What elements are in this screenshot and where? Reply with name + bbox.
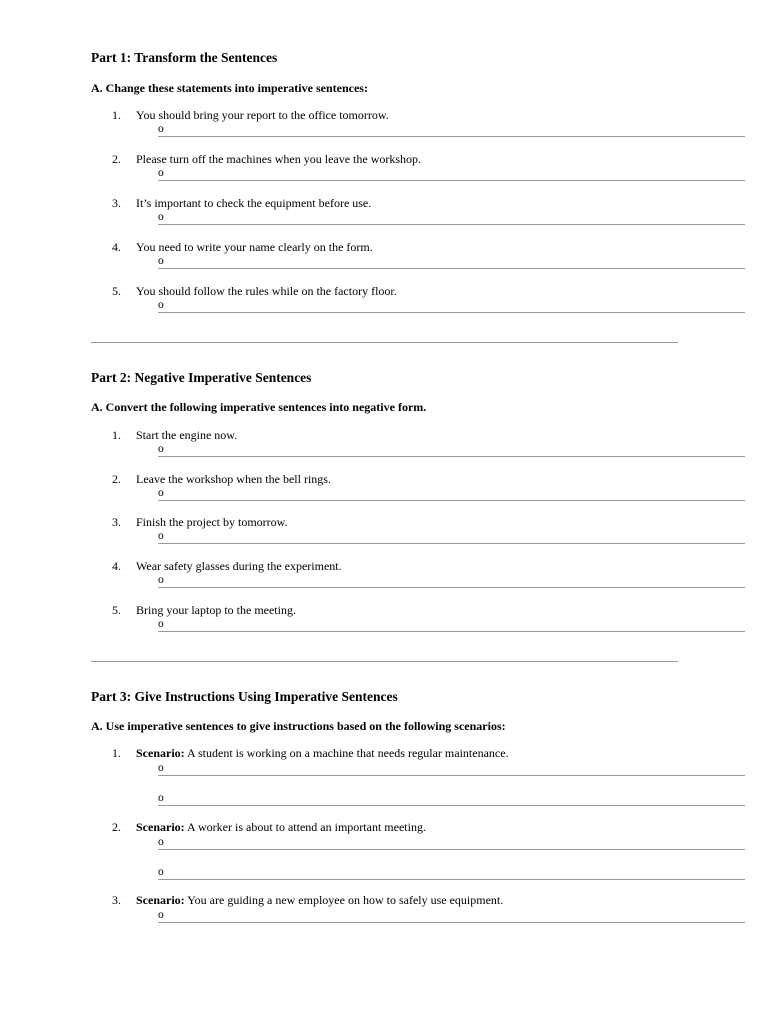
bullet-icon: o xyxy=(158,123,164,135)
item-text: Wear safety glasses during the experiment. xyxy=(136,559,342,573)
item-text: Leave the workshop when the bell rings. xyxy=(136,472,331,486)
bullet-icon: o xyxy=(158,574,164,586)
part1-instruction: A. Change these statements into imperative sentences: xyxy=(91,81,368,95)
bullet-icon: o xyxy=(158,836,164,848)
item-number: 2. xyxy=(112,152,121,166)
scenario-label: Scenario: xyxy=(136,820,185,834)
answer-line[interactable] xyxy=(158,136,745,137)
bullet-icon: o xyxy=(158,443,164,455)
bullet-icon: o xyxy=(158,530,164,542)
item-text: You should bring your report to the office tomorrow. xyxy=(136,108,389,122)
part3-title: Part 3: Give Instructions Using Imperative Sentences xyxy=(91,689,398,704)
item-number: 1. xyxy=(112,746,121,760)
answer-line[interactable] xyxy=(158,268,745,269)
item-number: 4. xyxy=(112,559,121,573)
answer-line[interactable] xyxy=(158,879,745,880)
item-text: You need to write your name clearly on the form. xyxy=(136,240,373,254)
answer-line[interactable] xyxy=(158,587,745,588)
item-number: 5. xyxy=(112,603,121,617)
scenario-label: Scenario: xyxy=(136,893,185,907)
part3-instruction: A. Use imperative sentences to give instructions based on the following scenarios: xyxy=(91,719,506,733)
bullet-icon: o xyxy=(158,299,164,311)
answer-line[interactable] xyxy=(158,500,745,501)
item-number: 3. xyxy=(112,515,121,529)
scenario-text xyxy=(136,893,503,908)
answer-line[interactable] xyxy=(158,543,745,544)
bullet-icon: o xyxy=(158,866,164,878)
part1-title: Part 1: Transform the Sentences xyxy=(91,50,278,65)
item-number: 3. xyxy=(112,893,121,907)
answer-line[interactable] xyxy=(158,456,745,457)
answer-line[interactable] xyxy=(158,312,745,313)
item-text: Start the engine now. xyxy=(136,428,238,442)
item-number: 1. xyxy=(112,108,121,122)
scenario-text xyxy=(136,820,426,835)
section-divider xyxy=(91,342,678,343)
item-text: Finish the project by tomorrow. xyxy=(136,515,288,529)
item-text: Please turn off the machines when you leave the workshop. xyxy=(136,152,422,166)
scenario-description: A student is working on a machine that needs regular maintenance. xyxy=(184,746,509,760)
item-number: 5. xyxy=(112,284,121,298)
answer-line[interactable] xyxy=(158,922,745,923)
answer-line[interactable] xyxy=(158,180,745,181)
answer-line[interactable] xyxy=(158,805,745,806)
answer-line[interactable] xyxy=(158,849,745,850)
answer-line[interactable] xyxy=(158,631,745,632)
answer-line[interactable] xyxy=(158,224,745,225)
scenario-description: You are guiding a new employee on how to safely use equipment. xyxy=(184,893,504,907)
part2-instruction: A. Convert the following imperative sentences into negative form. xyxy=(91,400,427,414)
item-text: Bring your laptop to the meeting. xyxy=(136,603,296,617)
bullet-icon: o xyxy=(158,211,164,223)
item-number: 3. xyxy=(112,196,121,210)
item-text: It’s important to check the equipment before use. xyxy=(136,196,372,210)
item-text: You should follow the rules while on the factory floor. xyxy=(136,284,397,298)
scenario-description: A worker is about to attend an important meeting. xyxy=(184,820,426,834)
scenario-label: Scenario: xyxy=(136,746,185,760)
item-number: 2. xyxy=(112,820,121,834)
bullet-icon: o xyxy=(158,618,164,630)
scenario-text xyxy=(136,746,509,761)
bullet-icon: o xyxy=(158,255,164,267)
bullet-icon: o xyxy=(158,909,164,921)
bullet-icon: o xyxy=(158,487,164,499)
bullet-icon: o xyxy=(158,167,164,179)
part2-title: Part 2: Negative Imperative Sentences xyxy=(91,370,312,385)
item-number: 2. xyxy=(112,472,121,486)
item-number: 1. xyxy=(112,428,121,442)
bullet-icon: o xyxy=(158,762,164,774)
answer-line[interactable] xyxy=(158,775,745,776)
bullet-icon: o xyxy=(158,792,164,804)
section-divider xyxy=(91,661,678,662)
item-number: 4. xyxy=(112,240,121,254)
